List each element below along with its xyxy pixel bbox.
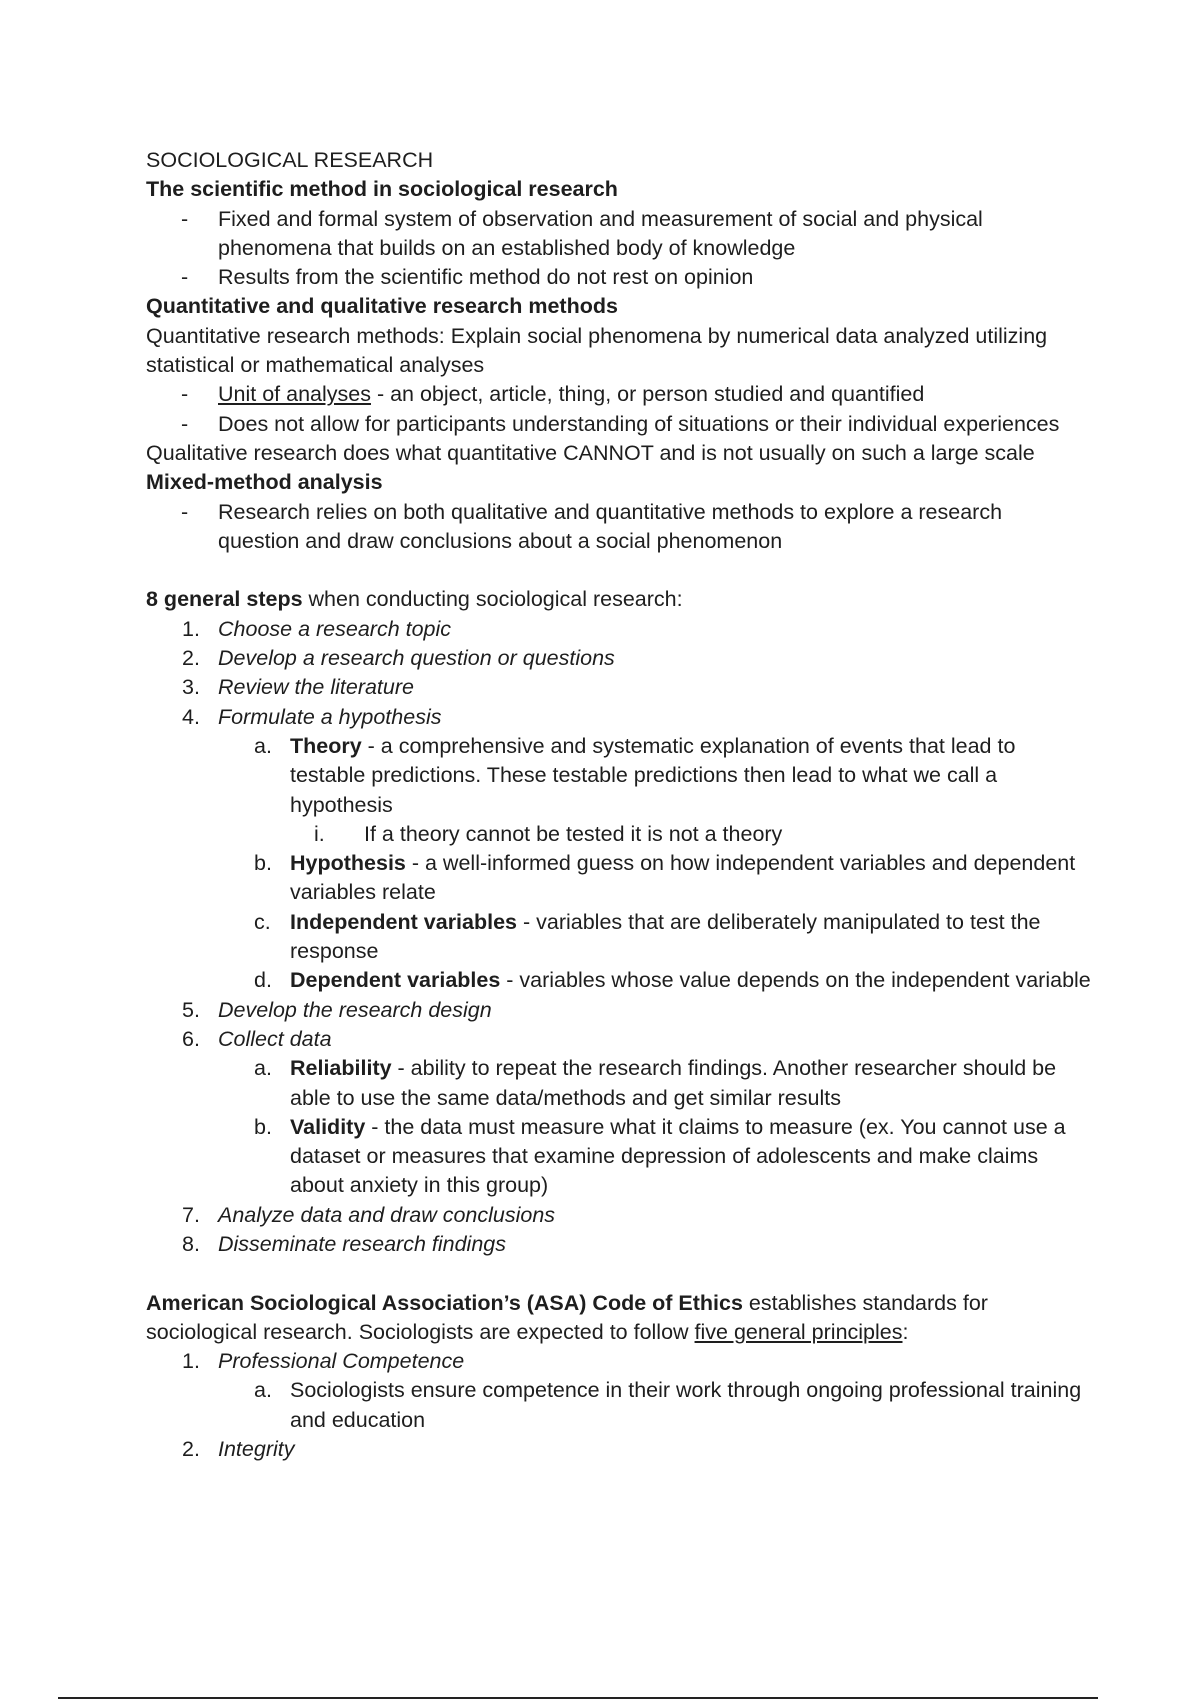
bullet-marker: - — [181, 265, 189, 290]
step-text: Formulate a hypothesis — [218, 704, 442, 729]
five-principles-underlined: five general principles — [694, 1319, 903, 1344]
bullet-text: - an object, article, thing, or person studied and quantified — [370, 382, 925, 407]
step-text: Disseminate research findings — [218, 1231, 506, 1256]
step-number: 6. — [182, 1026, 200, 1051]
document-title: SOCIOLOGICAL RESEARCH — [146, 148, 434, 172]
definition: - variables that are deliberately manipulated to test the response — [290, 909, 1041, 964]
bullet-item — [146, 498, 1096, 557]
step-text: Analyze data and draw conclusions — [218, 1202, 556, 1227]
step-item — [146, 1230, 1096, 1259]
asa-text: sociological research. Sociologists are expected to follow — [146, 1319, 695, 1344]
bullet-text: Does not allow for participants understanding of situations or their individual experiences — [218, 411, 1060, 436]
sub-letter: a. — [254, 733, 272, 758]
bullet-marker: - — [181, 499, 189, 524]
term: Independent variables — [290, 909, 518, 934]
heading-quant-qual: Quantitative and qualitative research methods — [146, 294, 618, 319]
steps-intro-bold: 8 general steps — [146, 587, 303, 612]
term: Hypothesis — [290, 851, 406, 876]
step-number: 8. — [182, 1231, 200, 1256]
bullet-text: question and draw conclusions about a social phenomenon — [218, 528, 783, 553]
bullet-marker: - — [181, 206, 189, 231]
bullet-text: Results from the scientific method do not rest on opinion — [218, 265, 754, 290]
asa-paragraph-line2 — [146, 1318, 1096, 1347]
step-number: 4. — [182, 704, 200, 729]
principle-text: Professional Competence — [218, 1349, 465, 1374]
term: Theory — [290, 733, 362, 758]
page-bottom-rule — [58, 1697, 1098, 1699]
document-body — [146, 146, 1096, 1464]
sub-item-theory — [146, 732, 1096, 820]
step-text: Develop a research question or questions — [218, 646, 615, 671]
principle-number: 1. — [182, 1349, 200, 1374]
asa-text: : — [902, 1319, 909, 1344]
principle-sub-item — [146, 1376, 1096, 1435]
bullet-marker: - — [181, 382, 189, 407]
step-item — [146, 703, 1096, 732]
step-item — [146, 673, 1096, 702]
sub-letter: d. — [254, 968, 272, 993]
principle-item — [146, 1435, 1096, 1464]
bullet-text: phenomena that builds on an established body of knowledge — [218, 235, 796, 260]
definition: - variables whose value depends on the independent variable — [500, 968, 1091, 993]
bullet-item — [146, 410, 1096, 439]
heading-scientific-method: The scientific method in sociological research — [146, 177, 618, 202]
term: Dependent variables — [290, 968, 501, 993]
definition: - a comprehensive and systematic explanation of events that lead to testable predictions. These testable predictions then lead to what we call a hypothesis — [290, 733, 1016, 817]
roman-numeral: i. — [314, 821, 325, 846]
paragraph: statistical or mathematical analyses — [146, 353, 485, 378]
step-text: Develop the research design — [218, 997, 492, 1022]
paragraph: Quantitative research methods: Explain social phenomena by numerical data analyzed utilizing — [146, 323, 1048, 348]
step-text: Review the literature — [218, 675, 414, 700]
sub-item-dependent-variables — [146, 966, 1096, 995]
principle-number: 2. — [182, 1437, 200, 1462]
sub-item-validity — [146, 1113, 1096, 1201]
asa-paragraph-line1 — [146, 1289, 1096, 1318]
bullet-marker: - — [181, 411, 189, 436]
steps-intro-text: when conducting sociological research: — [302, 587, 683, 612]
sub-letter: c. — [254, 909, 271, 934]
step-item — [146, 1025, 1096, 1054]
sub-item-hypothesis — [146, 849, 1096, 908]
step-item — [146, 615, 1096, 644]
term-unit-of-analyses: Unit of analyses — [218, 382, 371, 407]
step-number: 1. — [182, 616, 200, 641]
step-number: 2. — [182, 646, 200, 671]
principle-text: Integrity — [218, 1437, 295, 1462]
bullet-item — [146, 380, 1096, 409]
sub-letter: b. — [254, 851, 272, 876]
definition: - a well-informed guess on how independent variables and dependent variables relate — [290, 851, 1076, 905]
step-text: Collect data — [218, 1026, 332, 1051]
sub-letter: b. — [254, 1114, 272, 1139]
heading-mixed-method: Mixed-method analysis — [146, 470, 383, 495]
step-item — [146, 1201, 1096, 1230]
sub-item-reliability — [146, 1054, 1096, 1113]
principle-item — [146, 1347, 1096, 1376]
paragraph: Qualitative research does what quantitative CANNOT and is not usually on such a large scale — [146, 440, 1035, 465]
step-number: 5. — [182, 997, 200, 1022]
definition: - the data must measure what it claims to measure (ex. You cannot use a dataset or measures that examine depression of adolescents and make claims about anxiety in this group) — [290, 1114, 1066, 1198]
term: Validity — [290, 1114, 366, 1139]
sub-letter: a. — [254, 1056, 272, 1081]
asa-text: establishes standards for — [742, 1290, 988, 1315]
sub-sub-text: If a theory cannot be tested it is not a theory — [364, 821, 783, 846]
bullet-item — [146, 205, 1096, 264]
step-number: 3. — [182, 675, 200, 700]
bullet-item — [146, 263, 1096, 292]
step-item — [146, 644, 1096, 673]
bullet-text: Fixed and formal system of observation and measurement of social and physical — [218, 206, 983, 231]
term: Reliability — [290, 1056, 392, 1081]
asa-code-title: American Sociological Association’s (ASA) Code of Ethics — [146, 1290, 743, 1315]
definition: - ability to repeat the research findings. Another researcher should be able to use the same data/methods and get similar results — [290, 1056, 1057, 1110]
bullet-text: Research relies on both qualitative and quantitative methods to explore a research — [218, 499, 1003, 524]
step-text: Choose a research topic — [218, 616, 452, 641]
sub-item-independent-variables — [146, 908, 1096, 967]
sub-text: Sociologists ensure competence in their work through ongoing professional training and education — [290, 1378, 1082, 1432]
steps-intro — [146, 585, 1096, 614]
step-number: 7. — [182, 1202, 200, 1227]
sub-sub-item — [146, 820, 1096, 849]
step-item — [146, 996, 1096, 1025]
sub-letter: a. — [254, 1378, 272, 1403]
